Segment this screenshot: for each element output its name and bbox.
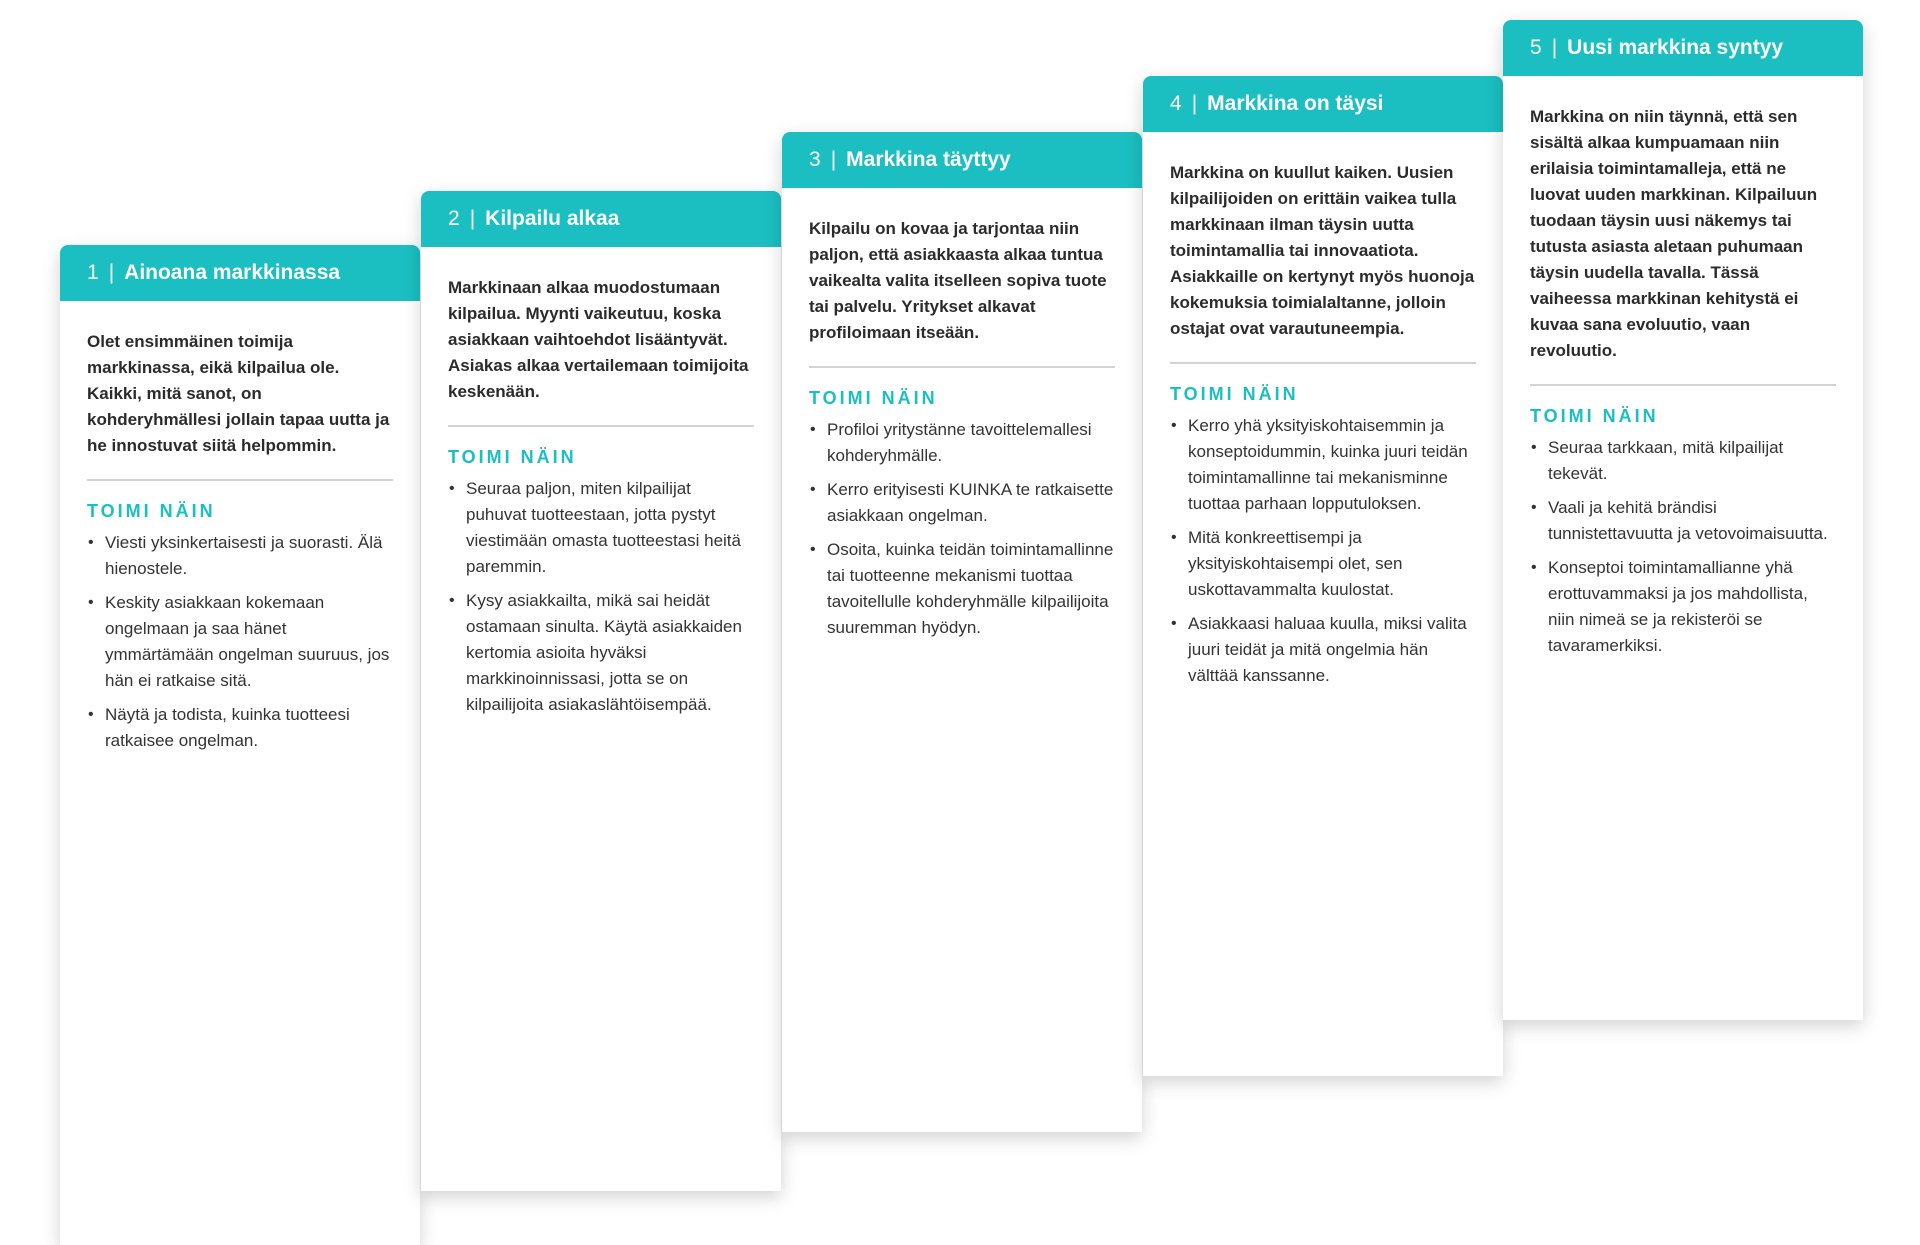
stage-header	[421, 191, 781, 247]
action-list	[448, 476, 754, 718]
action-list	[87, 530, 393, 754]
action-item: • Seuraa tarkkaan, mitä kilpailijat tekevät.	[1530, 435, 1836, 487]
stage-number: 3	[809, 148, 821, 171]
stage-title: Markkina on täysi	[1207, 92, 1384, 115]
stage-body	[782, 188, 1142, 641]
action-list	[1170, 413, 1476, 689]
stage-body	[1503, 76, 1863, 659]
stage-number: 4	[1170, 92, 1182, 115]
action-heading: TOIMI NÄIN	[448, 447, 577, 467]
action-list	[1530, 435, 1836, 659]
stage-number: 5	[1530, 36, 1542, 59]
stage-card-4	[1143, 76, 1503, 1076]
stage-description: Markkina on kuullut kaiken. Uusien kilpailijoiden on erittäin vaikea tulla markkinaan ilman täysin uutta toimintamallia tai innovaatiota. Asiakkaille on kertynyt myös huonoja kokemuksia toimialaltanne, jolloin ostajat ovat varautuneempia.	[1170, 163, 1475, 338]
stage-body	[421, 247, 781, 718]
action-item: • Kerro erityisesti KUINKA te ratkaisette asiakkaan ongelman.	[809, 477, 1115, 529]
stage-separator: |	[1551, 36, 1558, 59]
action-heading: TOIMI NÄIN	[87, 501, 216, 521]
stage-body	[1143, 132, 1503, 689]
stage-title: Markkina täyttyy	[846, 148, 1011, 171]
action-heading: TOIMI NÄIN	[1170, 384, 1299, 404]
action-heading: TOIMI NÄIN	[809, 388, 938, 408]
stage-description: Markkinaan alkaa muodostumaan kilpailua. Myynti vaikeutuu, koska asiakkaan vaihtoehdot lisääntyvät. Asiakas alkaa vertailemaan toimijoita keskenään.	[448, 278, 749, 401]
action-item: • Seuraa paljon, miten kilpailijat puhuvat tuotteestaan, jotta pystyt viestimään omasta tuotteestasi heitä paremmin.	[448, 476, 754, 580]
action-item: • Kysy asiakkailta, mikä sai heidät ostamaan sinulta. Käytä asiakkaiden kertomia asioita hyväksi markkinoinnissasi, jotta se on kilpailijoita asiakaslähtöisempää.	[448, 588, 754, 718]
stage-description: Markkina on niin täynnä, että sen sisältä alkaa kumpuamaan niin erilaisia toimintamalleja, että ne luovat uuden markkinan. Kilpailuun tuodaan täysin uusi näkemys tai tutusta asiasta aletaan puhumaan täysin uudella tavalla. Tässä vaiheessa markkinan kehitystä ei kuvaa sana evoluutio, vaan revoluutio.	[1530, 107, 1818, 360]
stage-title: Kilpailu alkaa	[485, 207, 620, 230]
action-item: • Konseptoi toimintamallianne yhä erottuvammaksi ja jos mahdollista, niin nimeä se ja rekisteröi se tavaramerkiksi.	[1530, 555, 1836, 659]
divider	[448, 425, 754, 427]
stage-header	[60, 245, 420, 301]
stage-separator: |	[108, 261, 115, 284]
stage-separator: |	[1191, 92, 1198, 115]
stage-header	[1503, 20, 1863, 76]
stage-header	[782, 132, 1142, 188]
stage-title: Uusi markkina syntyy	[1567, 36, 1784, 59]
divider	[1530, 384, 1836, 386]
action-heading: TOIMI NÄIN	[1530, 406, 1659, 426]
action-item: • Viesti yksinkertaisesti ja suorasti. Älä hienostele.	[87, 530, 393, 582]
stage-card-2	[421, 191, 781, 1191]
stage-header	[1143, 76, 1503, 132]
action-item: • Näytä ja todista, kuinka tuotteesi ratkaisee ongelman.	[87, 702, 393, 754]
action-item: • Vaali ja kehitä brändisi tunnistettavuutta ja vetovoimaisuutta.	[1530, 495, 1836, 547]
stage-description: Olet ensimmäinen toimija markkinassa, eikä kilpailua ole. Kaikki, mitä sanot, on kohderyhmällesi jollain tapaa uutta ja he innostuvat siitä helpommin.	[87, 332, 390, 455]
stage-title: Ainoana markkinassa	[124, 261, 341, 284]
action-item: • Kerro yhä yksityiskohtaisemmin ja konseptoidummin, kuinka juuri teidän toimintamallinne tai mekanisminne tuottaa parhaan lopputuloksen.	[1170, 413, 1476, 517]
action-item: • Osoita, kuinka teidän toimintamallinne tai tuotteenne mekanismi tuottaa tavoitellulle kohderyhmälle kilpailijoita suuremman hyödyn.	[809, 537, 1115, 641]
divider	[1170, 362, 1476, 364]
action-item: • Mitä konkreettisempi ja yksityiskohtaisempi olet, sen uskottavammalta kuulostat.	[1170, 525, 1476, 603]
stage-card-1	[60, 245, 420, 1245]
stage-separator: |	[469, 207, 476, 230]
action-item: • Profiloi yritystänne tavoittelemallesi kohderyhmälle.	[809, 417, 1115, 469]
stage-card-3	[782, 132, 1142, 1132]
stage-description: Kilpailu on kovaa ja tarjontaa niin paljon, että asiakkaasta alkaa tuntua vaikealta valita itselleen sopiva tuote tai palvelu. Yritykset alkavat profiloimaan itseään.	[809, 219, 1107, 342]
stage-number: 1	[87, 261, 99, 284]
action-list	[809, 417, 1115, 641]
stage-number: 2	[448, 207, 460, 230]
divider	[809, 366, 1115, 368]
stage-separator: |	[830, 148, 837, 171]
divider	[87, 479, 393, 481]
stage-body	[60, 301, 420, 754]
action-item: • Asiakkaasi haluaa kuulla, miksi valita juuri teidät ja mitä ongelmia hän välttää kanssanne.	[1170, 611, 1476, 689]
stage-card-5	[1503, 20, 1863, 1020]
action-item: • Keskity asiakkaan kokemaan ongelmaan ja saa hänet ymmärtämään ongelman suuruus, jos hän ei ratkaise sitä.	[87, 590, 393, 694]
